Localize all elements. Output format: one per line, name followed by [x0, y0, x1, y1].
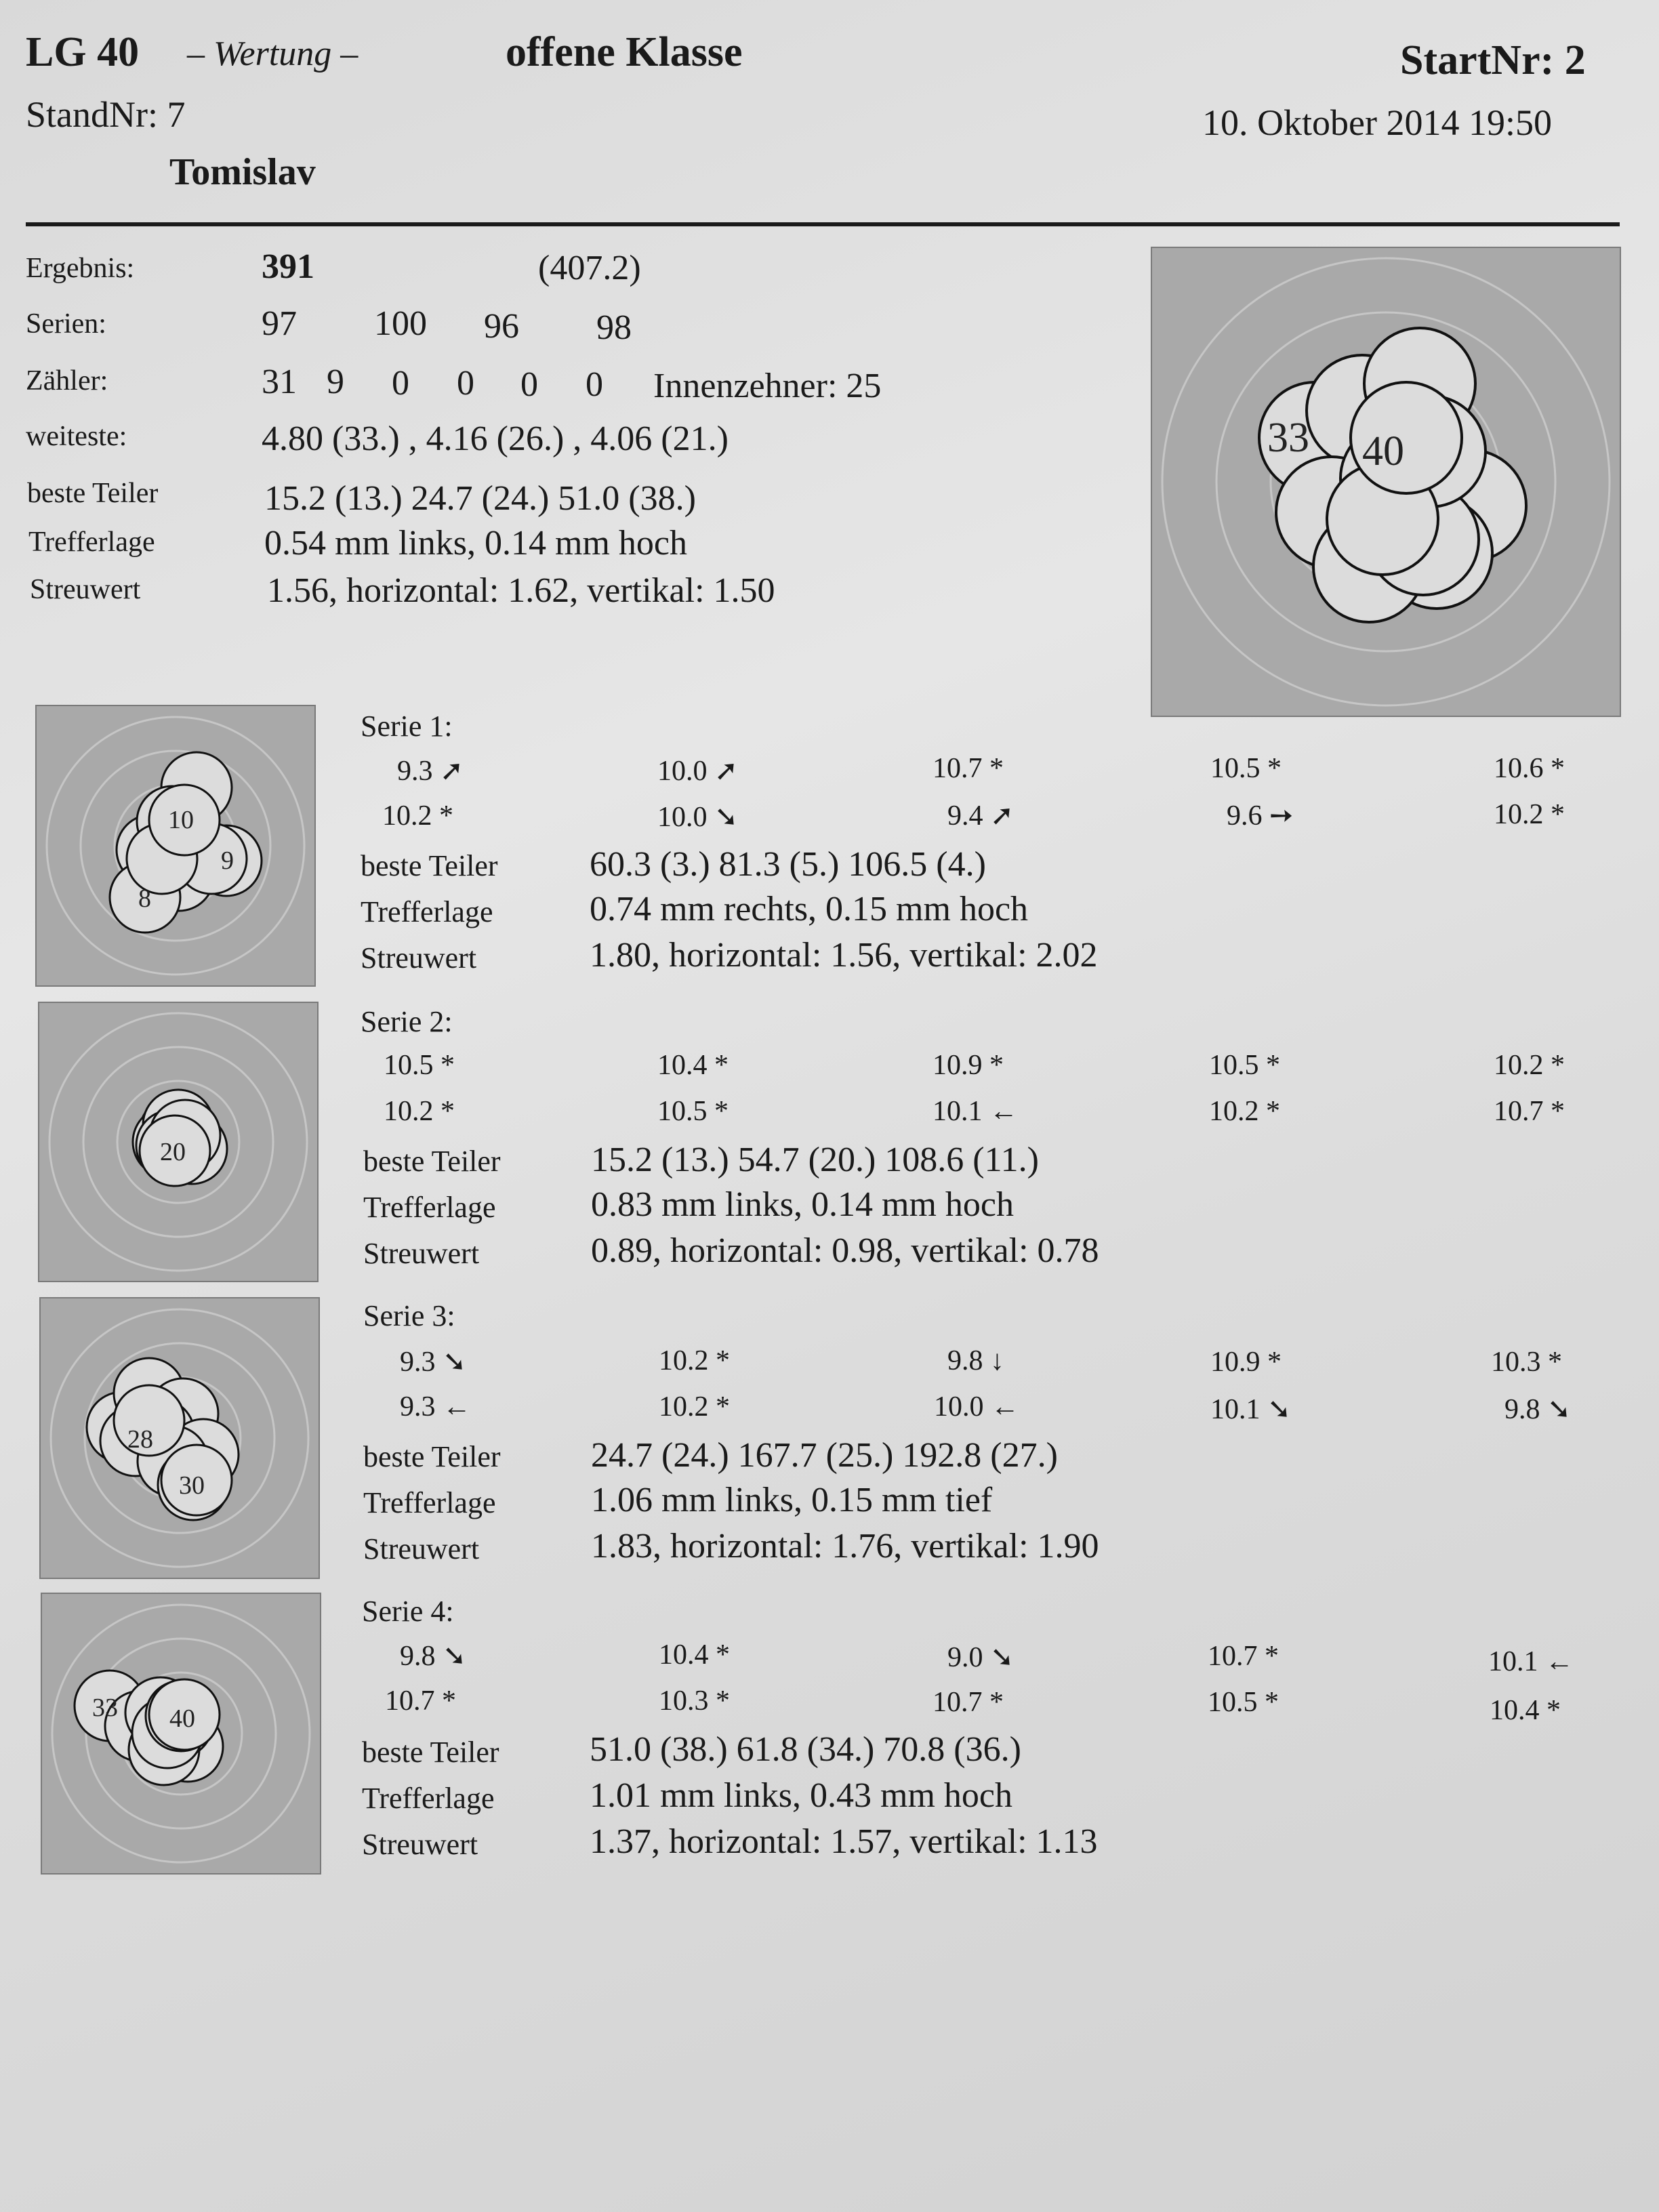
serie-2-streuwert-label: Streuwert: [363, 1237, 480, 1270]
serie-2-streuwert: 0.89, horizontal: 0.98, vertikal: 0.78: [591, 1231, 1099, 1270]
total-target-image: [1151, 247, 1621, 717]
serie-1-trefferlage-label: Trefferlage: [361, 895, 493, 928]
serie-3-streuwert-label: Streuwert: [363, 1532, 480, 1565]
serien-value-4: 98: [596, 308, 632, 347]
serie-4-beste-teiler: 51.0 (38.) 61.8 (34.) 70.8 (36.): [590, 1730, 1021, 1769]
serie-4-shot-1: 9.8 ➘: [400, 1641, 467, 1672]
serie-2-shot-3: 10.9 *: [933, 1050, 1004, 1081]
ergebnis-value: 391: [262, 247, 314, 286]
serie-3-shot-8: 10.0 ←: [934, 1391, 1019, 1422]
serie-2-shot-5: 10.2 *: [1494, 1050, 1565, 1081]
serie-2-shot-9: 10.2 *: [1209, 1096, 1280, 1127]
serie-3-title: Serie 3:: [363, 1299, 455, 1332]
serie-3-target-svg: [41, 1298, 319, 1578]
serie-3-target-label-2: 30: [179, 1471, 205, 1500]
weiteste-label: weiteste:: [26, 421, 127, 452]
total-target-label-2: 40: [1362, 428, 1404, 474]
serie-3-target-image: [39, 1297, 320, 1579]
serie-3-shot-9: 10.1 ➘: [1210, 1394, 1292, 1425]
serie-3-shot-5: 10.3 *: [1491, 1347, 1562, 1378]
serie-4-streuwert-label: Streuwert: [362, 1828, 478, 1861]
serie-1-shot-6: 10.2 *: [382, 800, 453, 832]
innenzehner: Innenzehner: 25: [653, 367, 882, 405]
serie-1-shot-4: 10.5 *: [1210, 753, 1282, 784]
serien-value-3: 96: [484, 307, 519, 346]
serie-2-shot-8: 10.1 ←: [933, 1096, 1018, 1127]
serie-2-trefferlage-label: Trefferlage: [363, 1191, 496, 1224]
serie-3-target-label-1: 28: [127, 1425, 153, 1454]
serie-1-shot-3: 10.7 *: [933, 753, 1004, 784]
serie-2-shot-10: 10.7 *: [1494, 1096, 1565, 1127]
serie-1-shot-1: 9.3 ➚: [397, 756, 464, 787]
serie-4-shot-7: 10.3 *: [659, 1685, 730, 1717]
streuwert-label: Streuwert: [30, 574, 141, 605]
zaehler-value-1: 31: [262, 363, 297, 401]
serie-3-shot-1: 9.3 ➘: [400, 1347, 467, 1378]
serie-1-target-label-1: 10: [168, 806, 194, 834]
serien-value-2: 100: [374, 304, 427, 343]
serie-4-shot-2: 10.4 *: [659, 1639, 730, 1671]
discipline-title: LG 40: [26, 29, 140, 75]
date-time: 10. Oktober 2014 19:50: [1202, 102, 1552, 143]
ergebnis-decimal: (407.2): [538, 249, 641, 287]
serie-2-shot-6: 10.2 *: [384, 1096, 455, 1127]
serie-2-target-svg: [39, 1003, 317, 1281]
serie-3-streuwert: 1.83, horizontal: 1.76, vertikal: 1.90: [591, 1527, 1099, 1565]
class-title: offene Klasse: [506, 29, 743, 75]
serie-3-shot-7: 10.2 *: [659, 1391, 730, 1422]
serie-2-beste-teiler: 15.2 (13.) 54.7 (20.) 108.6 (11.): [591, 1141, 1039, 1179]
serie-1-target-label-3: 8: [138, 884, 151, 913]
serie-3-trefferlage: 1.06 mm links, 0.15 mm tief: [591, 1481, 993, 1519]
serie-3-shot-10: 9.8 ➘: [1504, 1394, 1572, 1425]
serie-1-shot-9: 9.6 ➙: [1227, 800, 1294, 832]
serie-1-beste-teiler: 60.3 (3.) 81.3 (5.) 106.5 (4.): [590, 845, 986, 884]
serie-1-streuwert: 1.80, horizontal: 1.56, vertikal: 2.02: [590, 936, 1098, 975]
shooter-name: Tomislav: [169, 151, 316, 193]
header-divider: [26, 222, 1620, 226]
serie-4-target-image: [41, 1593, 321, 1875]
trefferlage-value: 0.54 mm links, 0.14 mm hoch: [264, 524, 687, 562]
serie-1-target-label-2: 9: [221, 846, 234, 875]
serie-4-trefferlage: 1.01 mm links, 0.43 mm hoch: [590, 1776, 1012, 1815]
zaehler-value-3: 0: [392, 364, 409, 403]
beste-teiler-label: beste Teiler: [27, 478, 159, 509]
zaehler-value-4: 0: [457, 364, 474, 403]
serie-4-target-svg: [42, 1594, 320, 1873]
serie-1-shot-2: 10.0 ➚: [657, 756, 739, 787]
serien-label: Serien:: [26, 308, 106, 340]
zaehler-value-2: 9: [327, 363, 344, 401]
stand-number: StandNr: 7: [26, 94, 186, 135]
serie-1-shot-7: 10.0 ➘: [657, 802, 739, 833]
serie-2-shot-4: 10.5 *: [1209, 1050, 1280, 1081]
serie-1-shot-5: 10.6 *: [1494, 753, 1565, 784]
wertung-label: – Wertung –: [187, 35, 359, 73]
serie-1-shot-8: 9.4 ➚: [947, 800, 1015, 832]
serie-4-shot-4: 10.7 *: [1208, 1641, 1279, 1672]
serie-4-target-label-2: 40: [169, 1704, 195, 1733]
serie-4-shot-6: 10.7 *: [385, 1685, 456, 1717]
serie-2-shot-1: 10.5 *: [384, 1050, 455, 1081]
serie-2-title: Serie 2:: [361, 1005, 453, 1038]
serie-1-shot-10: 10.2 *: [1494, 799, 1565, 830]
serie-1-title: Serie 1:: [361, 710, 453, 743]
zaehler-value-5: 0: [520, 365, 538, 404]
serie-2-target-image: [38, 1002, 319, 1282]
zaehler-label: Zähler:: [26, 365, 108, 396]
serie-4-shot-5: 10.1 ←: [1488, 1646, 1574, 1677]
serie-3-beste-teiler: 24.7 (24.) 167.7 (25.) 192.8 (27.): [591, 1436, 1058, 1475]
serie-1-streuwert-label: Streuwert: [361, 941, 477, 975]
serie-1-target-svg: [37, 706, 314, 985]
serie-4-shot-8: 10.7 *: [933, 1687, 1004, 1718]
weiteste-value: 4.80 (33.) , 4.16 (26.) , 4.06 (21.): [262, 419, 729, 458]
serie-1-target-image: [35, 705, 316, 987]
serie-2-shot-2: 10.4 *: [657, 1050, 729, 1081]
serie-2-beste-teiler-label: beste Teiler: [363, 1145, 501, 1178]
serie-3-shot-3: 9.8 ↓: [947, 1345, 1004, 1376]
serie-4-title: Serie 4:: [362, 1595, 454, 1628]
total-target-label-1: 33: [1267, 415, 1309, 461]
beste-teiler-value: 15.2 (13.) 24.7 (24.) 51.0 (38.): [264, 479, 696, 518]
start-number: StartNr: 2: [1400, 37, 1586, 83]
serie-3-beste-teiler-label: beste Teiler: [363, 1440, 501, 1473]
serie-1-beste-teiler-label: beste Teiler: [361, 849, 498, 882]
trefferlage-label: Trefferlage: [28, 527, 155, 558]
serie-4-shot-10: 10.4 *: [1490, 1695, 1561, 1726]
serie-4-beste-teiler-label: beste Teiler: [362, 1736, 499, 1769]
serie-1-trefferlage: 0.74 mm rechts, 0.15 mm hoch: [590, 890, 1029, 928]
serie-2-target-label-1: 20: [160, 1138, 186, 1166]
ergebnis-label: Ergebnis:: [26, 253, 135, 284]
streuwert-value: 1.56, horizontal: 1.62, vertikal: 1.50: [267, 571, 775, 610]
serie-3-shot-4: 10.9 *: [1210, 1347, 1282, 1378]
serie-3-trefferlage-label: Trefferlage: [363, 1486, 496, 1519]
serie-4-shot-3: 9.0 ➘: [947, 1642, 1015, 1673]
serie-3-shot-6: 9.3 ←: [400, 1391, 471, 1422]
serie-4-shot-9: 10.5 *: [1208, 1687, 1279, 1718]
serie-2-trefferlage: 0.83 mm links, 0.14 mm hoch: [591, 1185, 1014, 1224]
zaehler-value-6: 0: [586, 365, 603, 404]
total-target-svg: [1152, 248, 1620, 716]
serie-4-trefferlage-label: Trefferlage: [362, 1782, 495, 1815]
serie-2-shot-7: 10.5 *: [657, 1096, 729, 1127]
serien-value-1: 97: [262, 304, 297, 343]
serie-3-shot-2: 10.2 *: [659, 1345, 730, 1376]
serie-4-target-label-1: 33: [92, 1694, 118, 1722]
serie-4-streuwert: 1.37, horizontal: 1.57, vertikal: 1.13: [590, 1822, 1098, 1861]
